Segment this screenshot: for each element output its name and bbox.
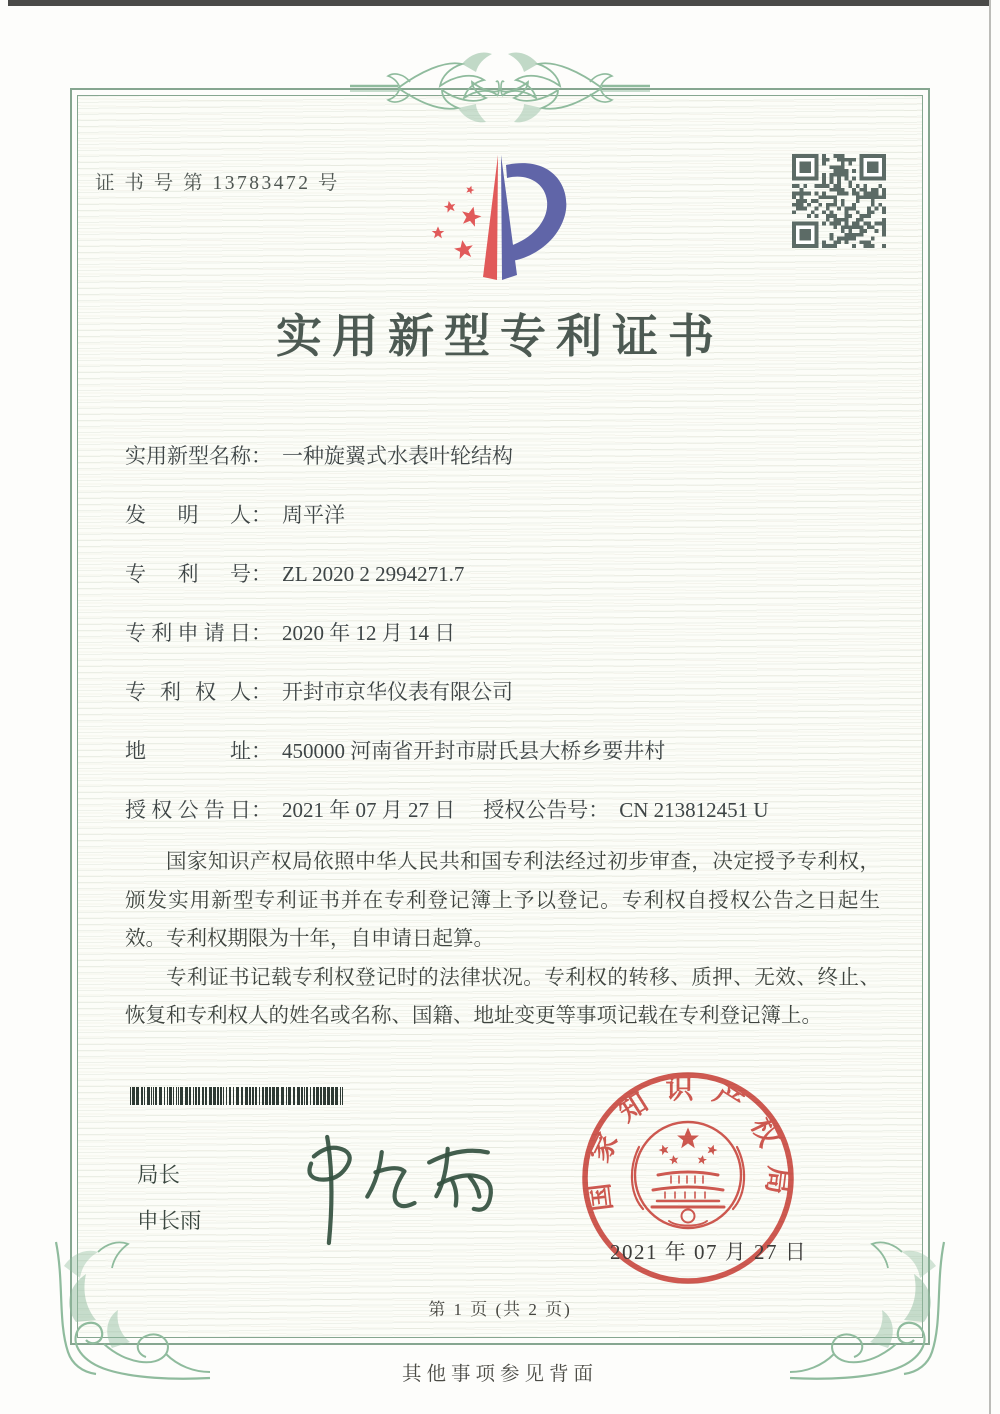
top-ornament-icon — [350, 42, 650, 134]
director-name: 申长雨 — [137, 1209, 202, 1233]
field-row — [125, 735, 895, 794]
field-label: 地址 — [125, 739, 251, 763]
field-row — [125, 440, 895, 499]
colon: ： — [251, 621, 272, 645]
national-emblem-icon — [632, 1122, 744, 1228]
field-value: 开封市京华仪表有限公司 — [282, 680, 513, 704]
seal-date: 2021 年 07 月 27 日 — [610, 1240, 808, 1264]
field-label: 实用新型名称 — [125, 444, 251, 468]
certificate-title: 实用新型专利证书 — [276, 311, 724, 362]
field-label: 授权公告号 — [483, 798, 589, 822]
director-title: 局长 — [137, 1163, 181, 1187]
colon: ： — [251, 503, 272, 527]
legal-paragraph: 专利证书记载专利权登记时的法律状况。专利权的转移、质押、无效、终止、恢复和专利权人的姓名或名称、国籍、地址变更等事项记载在专利登记簿上。 — [125, 966, 880, 1027]
field-value: 450000 河南省开封市尉氏县大桥乡要井村 — [282, 739, 666, 763]
field-row — [125, 558, 895, 617]
colon: ： — [588, 798, 610, 822]
seal-text: 国家知识产权局 — [582, 1074, 794, 1213]
field-label: 专利号 — [125, 562, 251, 586]
field-label: 授权公告日 — [125, 798, 251, 822]
field-value: 2021 年 07 月 27 日 — [282, 798, 456, 822]
director-signature-icon — [253, 1118, 517, 1259]
field-value: CN 213812451 U — [619, 798, 769, 822]
colon: ： — [251, 444, 272, 468]
cnipa-logo-icon — [420, 145, 580, 295]
field-label: 专利权人 — [125, 680, 251, 704]
field-value: 一种旋翼式水表叶轮结构 — [282, 444, 513, 468]
legal-paragraph: 国家知识产权局依照中华人民共和国专利法经过初步审查，决定授予专利权，颁发实用新型专利证书并在专利登记簿上予以登记。专利权自授权公告之日起生效。专利权期限为十年，自申请日起算。 — [125, 851, 880, 950]
field-value: ZL 2020 2 2994271.7 — [282, 562, 465, 586]
legal-text — [125, 843, 880, 1036]
scan-edge-right — [989, 0, 991, 1414]
field-row — [125, 617, 895, 676]
back-note: 其他事项参见背面 — [401, 1364, 598, 1385]
field-value: 2020 年 12 月 14 日 — [282, 621, 456, 645]
director-block — [137, 1152, 202, 1244]
qr-code — [792, 154, 886, 248]
colon: ： — [251, 562, 272, 586]
field-row — [125, 499, 895, 558]
field-row — [125, 676, 895, 735]
colon: ： — [251, 739, 272, 763]
colon: ： — [251, 798, 272, 822]
field-value: 周平洋 — [282, 503, 345, 527]
field-label: 专利申请日 — [125, 621, 251, 645]
barcode — [130, 1087, 392, 1105]
certificate-number: 证 书 号 第 13783472 号 — [95, 173, 340, 194]
page-indicator: 第 1 页 (共 2 页) — [428, 1300, 572, 1319]
field-label: 发明人 — [125, 503, 251, 527]
scan-edge-top — [8, 0, 990, 6]
field-list — [125, 440, 895, 853]
colon: ： — [251, 680, 272, 704]
